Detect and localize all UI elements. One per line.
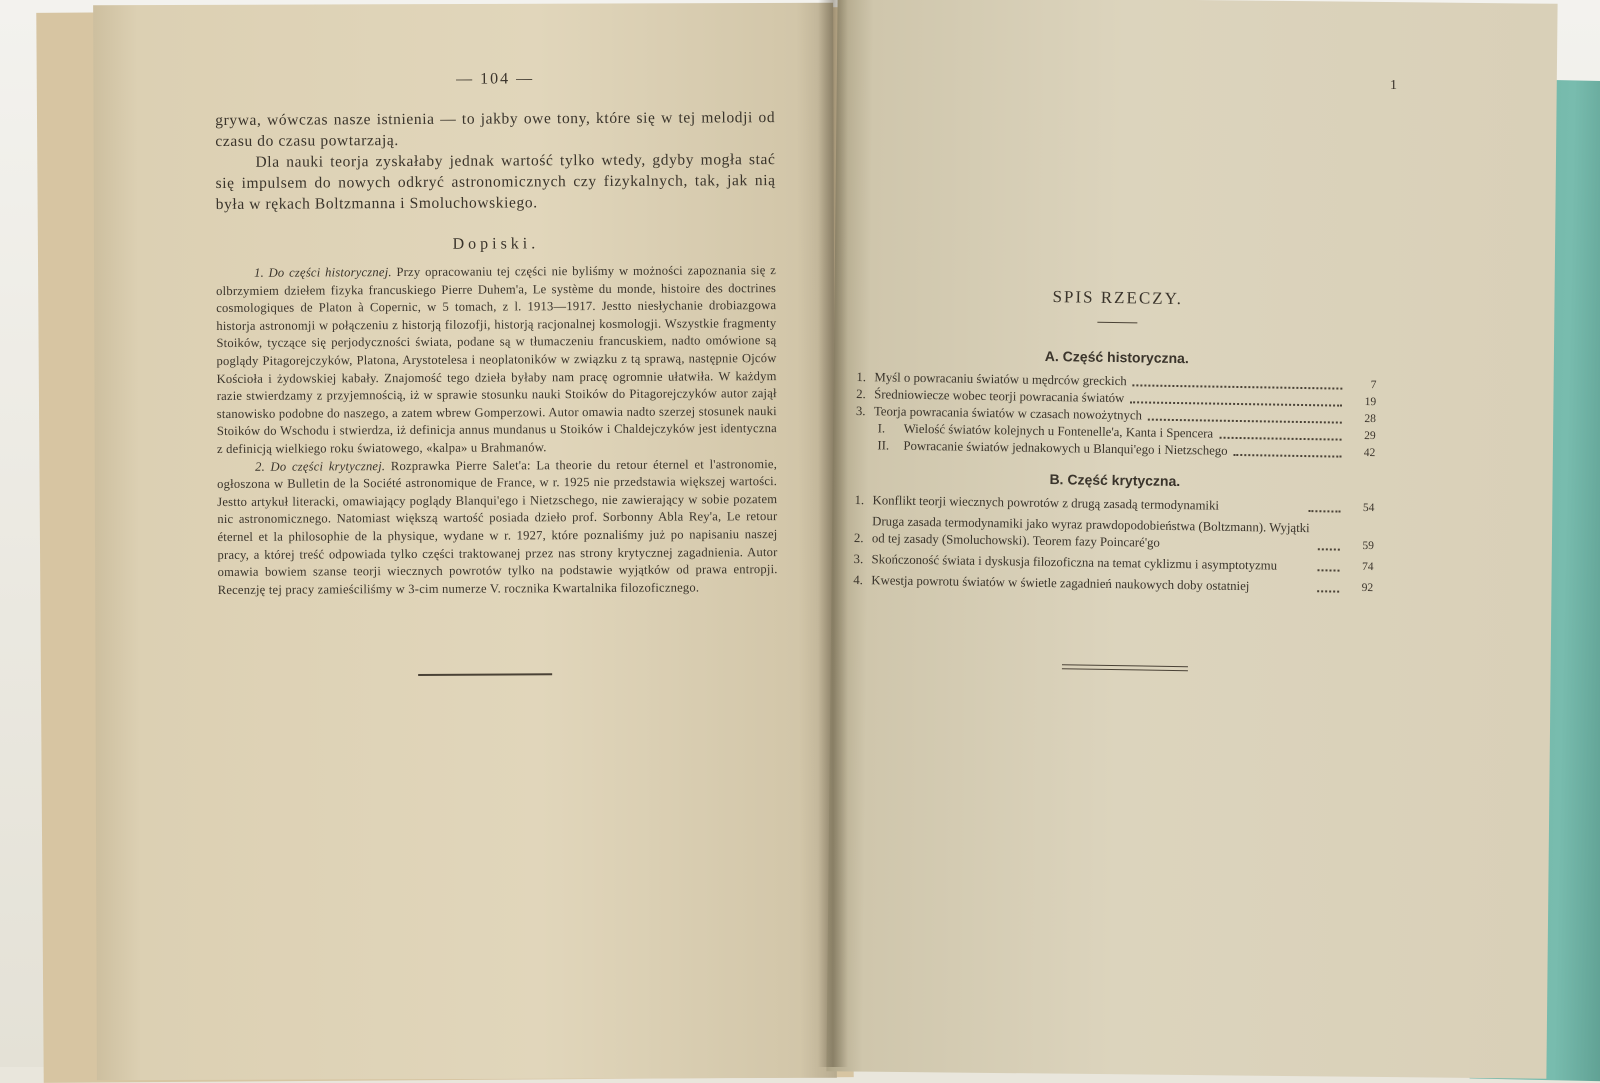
toc-entry-page: 42: [1363, 446, 1376, 460]
toc-entry-page: 29: [1364, 429, 1376, 443]
note-paragraph: [216, 262, 777, 458]
notes-heading: Dopiski.: [452, 235, 540, 253]
toc-leader-dots: [1308, 510, 1340, 513]
note-paragraph: [217, 456, 778, 600]
toc-leader-dots: [1133, 384, 1343, 389]
toc-entry-text: Wielość światów kolejnych u Fontenelle'a, Kanta i Spencera: [903, 421, 1214, 441]
toc-entry-number: II.: [877, 438, 890, 453]
toc-entry-page: 7: [1370, 379, 1377, 392]
toc-entry-text: Druga zasada termodynamiki jako wyraz prawdopodobieństwa (Boltzmann). Wyjątki od tej zasady (Smoluchowski). Teorem fazy Poincaré'go: [871, 514, 1310, 550]
toc-entry-number: 4.: [853, 572, 864, 588]
toc-part-title: B. Część krytyczna.: [1049, 471, 1181, 490]
toc-leader-dots: [1148, 419, 1342, 424]
note-label: 1. Do części historycznej.: [254, 265, 392, 280]
toc-leader-dots: [1219, 437, 1341, 441]
toc-entry-page: 28: [1364, 412, 1376, 426]
toc-entry-page: 54: [1362, 501, 1375, 515]
toc-entry-number: 3.: [855, 403, 866, 419]
toc-entry-page: 19: [1364, 395, 1377, 409]
note-text: Rozprawka Pierre Salet'a: La theorie du retour éternel et l'astronomie, ogłoszona w Bulletin de la Société astronomique de France, w r. 1925 nie przedstawia większej wartości. Jestto artykuł literacki, omawiający poglądy Blanqui'ego i Nietzschego, nie zawierający w sobie pozatem nic astronomicznego. Natomiast większą wartość posiada dzieło prof. Sorbonny Abla Rey'a, Le retour éternel et la philosophie de la physique, wydane w r. 1927, które poznaliśmy już po napisaniu naszej pracy, a której treść odpowiada tylko części traktowanej przez nas strony krytycznej zagadnienia. Autor omawia bowiem szanse teorji wiecznych powrotów tylko na podstawie wyjątków od prawa entropji. Recenzję tej pracy zamieściliśmy w 3-cim numerze V. rocznika Kwartalnika filozoficznego.: [217, 456, 778, 597]
toc-entry-number: I.: [877, 421, 886, 436]
toc-separator: [1097, 322, 1137, 324]
toc-entry-number: 1.: [854, 492, 865, 508]
left-page-content: [215, 69, 778, 677]
toc-entry-text: Myśl o powracaniu światów u mędrców greckich: [874, 370, 1127, 389]
toc-entry-text: Powracanie światów jednakowych u Blanqui'ego i Nietzschego: [903, 438, 1228, 458]
book-gutter: [818, 0, 848, 1067]
toc-leader-dots: [1318, 548, 1340, 550]
toc-entry-number: 2.: [853, 530, 864, 546]
toc-entry-page: 59: [1362, 539, 1374, 553]
toc-entry-number: 1.: [856, 369, 867, 385]
toc-leader-dots: [1130, 401, 1342, 406]
toc-entry-page: 74: [1361, 560, 1374, 574]
toc-leader-dots: [1317, 569, 1339, 571]
page-number: — 104 —: [455, 70, 535, 88]
toc-title: SPIS RZECZY.: [1052, 287, 1184, 309]
toc-entry: [853, 572, 1373, 597]
toc-entry-text: Kwestja powrotu światów w świetle zagadnień naukowych doby ostatniej: [871, 573, 1250, 594]
toc-entry-page: 92: [1361, 581, 1374, 595]
toc-entry-text: Teorja powracania światów w czasach nowożytnych: [873, 404, 1143, 423]
note-text: Przy opracowaniu tej części nie byliśmy w możności zapoznania się z olbrzymiem dziełem fizyka francuskiego Pierre Duhem'a, Le système du monde, histoire des doctrines cosmologiques de Platon à Copernic, w 5 tomach, z l. 1913—1917. Jestto niesłychanie drobiazgowa historja astronomji w połączeniu z historją filozofji, historją racjonalnej kosmologji. Wszystkie fragmenty Stoików, tyczące się perjodyczności świata, podane są w tłumaczeniu francuskiem, nadto omówione są poglądy Pitagorejczyków, Platona, Arystotelesa i neoplatoników w związku z tą sprawą, następnie Ojców Kościoła i żydowskiej kabały. Znajomość tego dzieła byłaby nam pracę ogromnie ułatwiła. W każdym razie stwierdzamy z przyjemnością, iż w sprawie stosunku nauki Stoików do Pitagorejczyków autor zajął stanowisko podobne do naszego, a zatem wbrew Gomperzowi. Autor omawia nadto szerzej stosunek nauki Stoików do Wschodu i stwierdza, iż definicja annus mundanus u Stoików i Chaldejczyków jest identyczna z definicją wielkiego roku światowego, «kalpa» u Brahmanów.: [216, 263, 777, 456]
note-label: 2. Do części krytycznej.: [255, 458, 386, 474]
toc-entry-text: Skończoność świata i dyskusja filozoficzna na temat cyklizmu i asymptotyzmu: [871, 552, 1278, 573]
body-paragraph: Dla nauki teorja zyskałaby jednak wartość tylko wtedy, gdyby mogła stać się impulsem do nowych odkryć astronomicznych czy fizykalnych, tak, jak nią była w rękach Boltzmanna i Smoluchowskiego.: [215, 151, 776, 213]
toc-leader-dots: [1317, 590, 1339, 592]
toc-part-title: A. Część historyczna.: [1044, 347, 1189, 367]
toc-entry-text: Konflikt teorji wiecznych powrotów z drugą zasadą termodynamiki: [872, 493, 1220, 513]
toc-entry-number: 2.: [856, 386, 866, 402]
corner-mark: 1: [1390, 78, 1397, 93]
toc-entry-number: 3.: [853, 551, 864, 567]
body-paragraph: grywa, wówczas nasze istnienia — to jakby owe tony, które się w tej melodji od czasu do czasu powtarzają.: [215, 109, 776, 150]
table-of-contents: [852, 280, 1378, 674]
toc-entry-text: Średniowiecze wobec teorji powracania światów: [874, 387, 1125, 406]
toc-leader-dots: [1234, 454, 1342, 458]
toc-entry: [854, 513, 1374, 555]
